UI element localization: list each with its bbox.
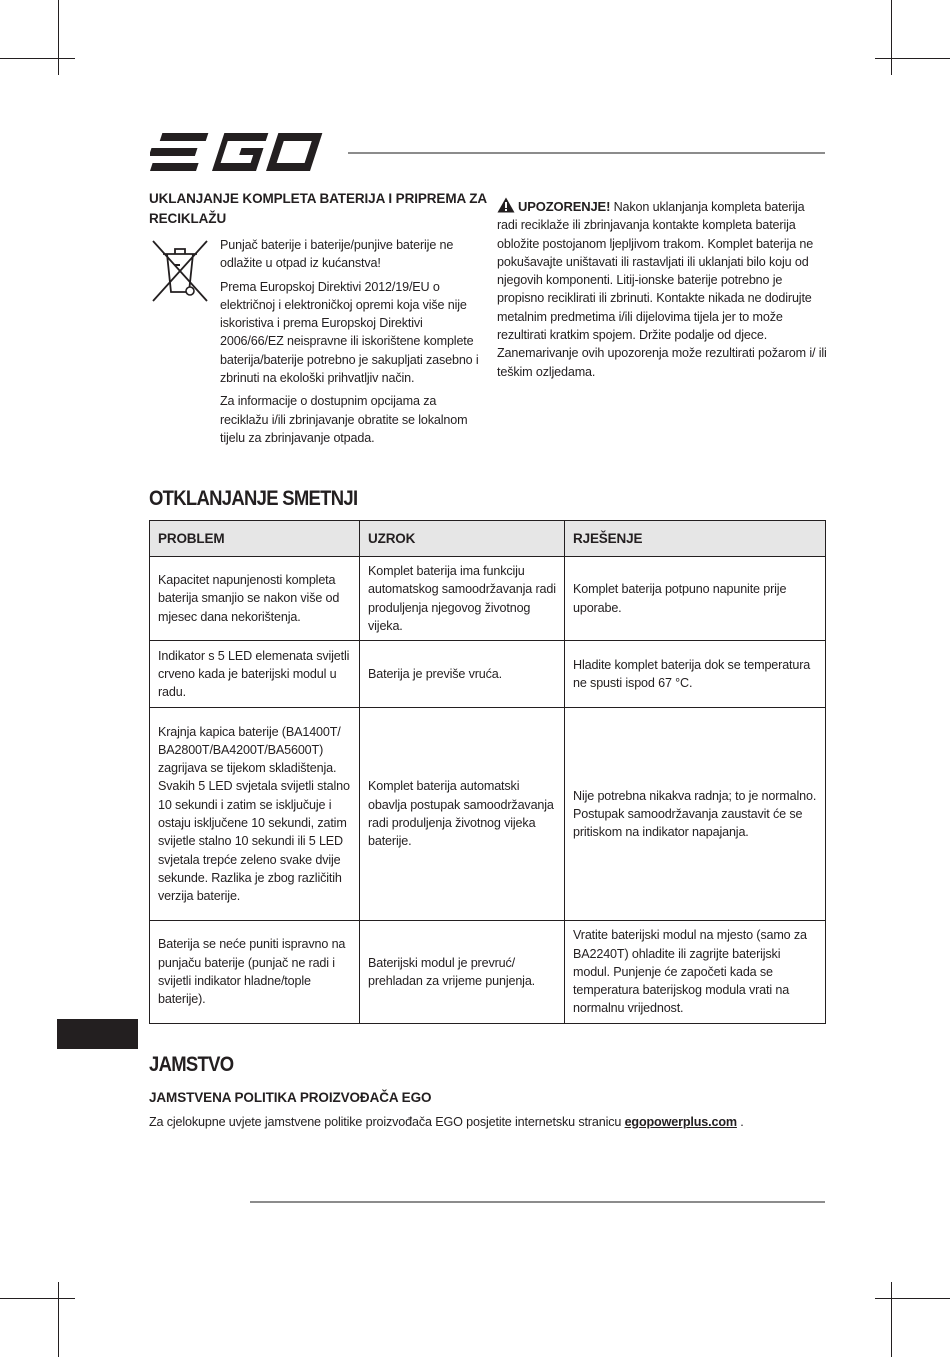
- recycling-paragraph: Prema Europskoj Direktivi 2012/19/EU o električnoj i elektroničkoj opremi koja više nije iskoristiva i prema Europskoj Direktivi 2006/66/EZ neispravne ili iskorištene komplete baterija/baterije potrebno je sakupljati zasebno i zbrinuti na ekološki prihvatljiv način.: [220, 279, 479, 386]
- warranty-title: JAMSTVO: [149, 1053, 234, 1076]
- column-header-problem: PROBLEM: [150, 521, 360, 557]
- recycling-paragraph: Za informacije o dostupnim opcijama za reciklažu i/ili zbrinjavanje obratite se lokalnom tijelu za zbrinjavanje otpada.: [220, 394, 468, 445]
- warning-triangle-icon: [497, 197, 515, 213]
- warning-box: [497, 197, 827, 381]
- crop-mark: [0, 1298, 75, 1299]
- problem-cell: Indikator s 5 LED elemenata svijetli crveno kada je baterijski modul u radu.: [150, 641, 360, 708]
- recycling-text: [220, 236, 482, 447]
- troubleshooting-table: [149, 520, 826, 1024]
- cause-cell: Komplet baterija automatski obavlja postupak samoodržavanja radi produljenja životnog vijeka baterije.: [360, 708, 565, 921]
- warranty-link[interactable]: egopowerplus.com: [624, 1115, 737, 1129]
- column-header-solution: RJEŠENJE: [565, 521, 826, 557]
- crop-mark: [891, 1282, 892, 1357]
- crop-mark: [58, 1282, 59, 1357]
- problem-cell: Kapacitet napunjenosti kompleta baterija smanjio se nakon više od mjesec dana nekorištenja.: [150, 557, 360, 641]
- recycling-title: UKLANJANJE KOMPLETA BATERIJA I PRIPREMA ZA RECIKLAŽU: [149, 191, 487, 226]
- problem-cell: Baterija se neće puniti ispravno na punjaču baterije (punjač ne radi i svijetli indikator hladne/tople baterije).: [150, 921, 360, 1024]
- crop-mark: [875, 1298, 950, 1299]
- recycling-paragraph: Punjač baterije i baterije/punjive baterije ne odlažite u otpad iz kućanstva!: [220, 238, 454, 271]
- warning-text: Nakon uklanjanja kompleta baterija radi reciklaže ili zbrinjavanja kontakte kompleta baterija obložite postojanom ljepljivom trakom. Komplet baterija ne pokušavajte uništavati ili rastavljati ili uklanjati bilo koju od njegovih komponenti. Litij-ionske baterije potrebno je propisno reciklirati ili zbrinuti. Kontakte nikada ne dodirujte metalnim predmetima i/ili dijelovima tijela jer to može rezultirati kratkim spojem. Držite podalje od djece. Zanemarivanje ovih upozorenja može rezultirati požarom i/ ili teškim ozljedama.: [497, 200, 827, 379]
- problem-cell: Krajnja kapica baterije (BA1400T/ BA2800T/BA4200T/BA5600T) zagrijava se tijekom skladištenja. Svakih 5 LED svjetala svijetli stalno 10 sekundi i zatim se isključuje i ostaju isključene 10 sekundi, zatim svijetle stalno 10 sekundi ili 5 LED svjetala trepće zeleno svake dvije sekunde. Razlika je zbog različitih verzija baterije.: [150, 708, 360, 921]
- crop-mark: [875, 58, 950, 59]
- table-row: [150, 921, 826, 1024]
- crop-mark: [891, 0, 892, 75]
- cause-cell: Komplet baterija ima funkciju automatskog samoodržavanja radi produljenja njegovog životnog vijeka.: [360, 557, 565, 641]
- cause-cell: Baterija je previše vruća.: [360, 641, 565, 708]
- troubleshooting-title: OTKLANJANJE SMETNJI: [149, 487, 358, 510]
- page-tab: [57, 1019, 138, 1049]
- table-row: [150, 557, 826, 641]
- table-row: [150, 708, 826, 921]
- column-header-cause: UZROK: [360, 521, 565, 557]
- crop-mark: [0, 58, 75, 59]
- ego-logo: [150, 131, 332, 173]
- table-header-row: [150, 521, 826, 557]
- solution-cell: Nije potrebna nikakva radnja; to je normalno. Postupak samoodržavanja zaustavit će se pritiskom na indikator napajanja.: [565, 708, 826, 921]
- crop-mark: [58, 0, 59, 75]
- warranty-subtitle: JAMSTVENA POLITIKA PROIZVOĐAČA EGO: [149, 1090, 432, 1105]
- cause-cell: Baterijski modul je prevruć/ prehladan za vrijeme punjenja.: [360, 921, 565, 1024]
- header-rule: [348, 152, 825, 154]
- table-row: [150, 641, 826, 708]
- crossed-out-bin-icon: [149, 238, 211, 304]
- warning-label: UPOZORENJE!: [518, 199, 611, 214]
- footer-rule: [250, 1201, 825, 1203]
- solution-cell: Vratite baterijski modul na mjesto (samo za BA2240T) ohladite ili zagrijte baterijski modul. Punjenje će započeti kada se temperatura baterijskog modula vrati na normalnu vrijednost.: [565, 921, 826, 1024]
- warranty-text-after: .: [736, 1115, 744, 1129]
- solution-cell: Hladite komplet baterija dok se temperatura ne spusti ispod 67 °C.: [565, 641, 826, 708]
- warranty-text: [149, 1115, 744, 1129]
- warranty-text-before: Za cjelokupne uvjete jamstvene politike proizvođača EGO posjetite internetsku stranicu: [149, 1115, 625, 1129]
- solution-cell: Komplet baterija potpuno napunite prije uporabe.: [565, 557, 826, 641]
